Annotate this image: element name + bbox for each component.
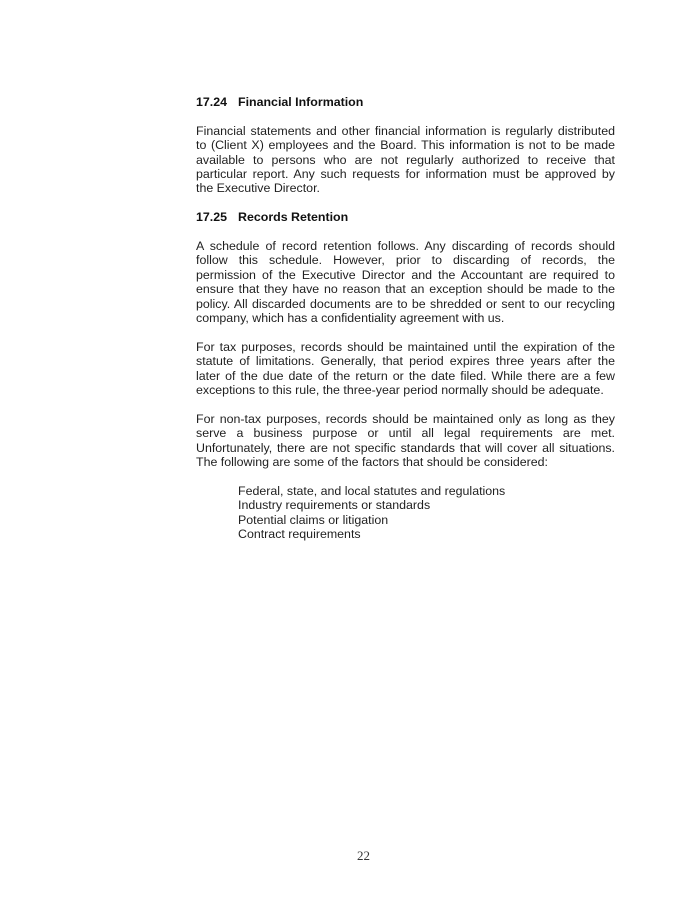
paragraph-line: For tax purposes, records should be maintained until the expiration of the xyxy=(196,339,615,354)
section-heading-financial-information xyxy=(196,95,615,109)
section-number: 17.24 xyxy=(196,95,228,109)
factor-list-item: Industry requirements or standards xyxy=(238,498,431,513)
section-heading-records-retention xyxy=(196,210,615,224)
paragraph-line: policy. All discarded documents are to be shredded or sent to our recycling xyxy=(196,296,615,311)
paragraph-line: The following are some of the factors that should be considered: xyxy=(196,455,548,470)
paragraph-line: permission of the Executive Director and the Accountant are required to xyxy=(196,267,615,282)
factor-list-item: Potential claims or litigation xyxy=(238,512,389,527)
factor-list-item: Federal, state, and local statutes and regulations xyxy=(238,483,506,498)
factor-list xyxy=(196,484,615,542)
paragraph-line: available to persons who are not regularly authorized to receive that xyxy=(196,152,615,167)
paragraph-line: ensure that they have no reason that an exception should be made to the xyxy=(196,282,615,297)
paragraph-line: follow this schedule. However, prior to discarding of records, the xyxy=(196,253,615,268)
paragraph-line: statute of limitations. Generally, that period expires three years after the xyxy=(196,354,615,369)
paragraph-line: A schedule of record retention follows. Any discarding of records should xyxy=(196,239,615,254)
paragraph-tax-purposes xyxy=(196,340,615,398)
paragraph-line: later of the due date of the return or the date filed. While there are a few xyxy=(196,368,615,383)
section-title: Financial Information xyxy=(238,95,364,109)
paragraph-non-tax-purposes xyxy=(196,412,615,470)
paragraph-line: the Executive Director. xyxy=(196,181,320,196)
paragraph-line: Financial statements and other financial information is regularly distributed xyxy=(196,123,615,138)
paragraph-financial-distribution xyxy=(196,124,615,196)
factor-list-item: Contract requirements xyxy=(238,527,361,542)
paragraph-line: company, which has a confidentiality agreement with us. xyxy=(196,311,505,326)
paragraph-line: Unfortunately, there are not specific standards that will cover all situations. xyxy=(196,440,615,455)
section-number: 17.25 xyxy=(196,210,228,225)
page-number: 22 xyxy=(357,848,370,863)
section-title: Records Retention xyxy=(238,210,349,225)
paragraph-line: serve a business purpose or until all legal requirements are met. xyxy=(196,426,615,441)
paragraph-line: particular report. Any such requests for information must be approved by xyxy=(196,167,615,182)
paragraph-line: exceptions to this rule, the three-year period normally should be adequate. xyxy=(196,383,604,398)
paragraph-line: to (Client X) employees and the Board. This information is not to be made xyxy=(196,138,615,153)
paragraph-line: For non-tax purposes, records should be maintained only as long as they xyxy=(196,411,615,426)
paragraph-retention-schedule xyxy=(196,239,615,325)
document-body xyxy=(196,95,615,556)
